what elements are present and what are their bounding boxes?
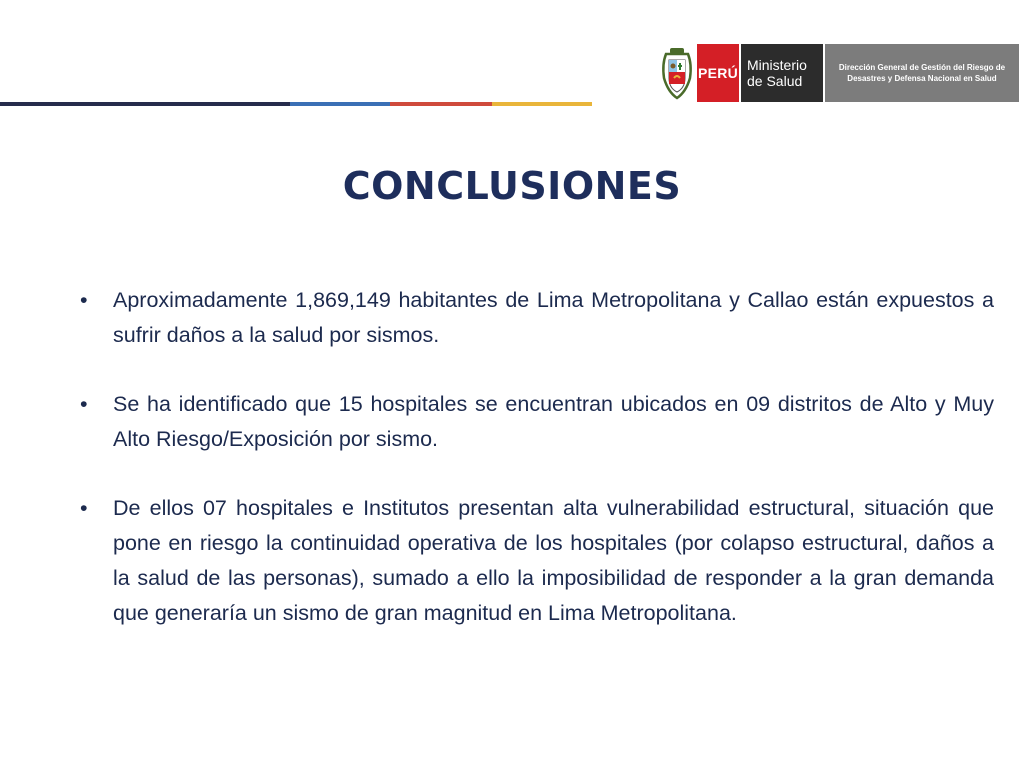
bullet-text: De ellos 07 hospitales e Institutos presentan alta vulnerabilidad estructural, situación que pone en riesgo la continuidad operativa de los hospitales (por colapso estructural, daños a la salud de las personas), sumado a ello la imposibilidad de responder a la gran demanda que generaría un sismo de gran magnitud en Lima Metropolitana.: [113, 496, 994, 625]
bullet-icon: •: [80, 288, 88, 312]
list-item: [78, 491, 994, 631]
list-item: [78, 283, 994, 353]
peru-label: PERÚ: [697, 44, 739, 102]
header-color-rule: [0, 102, 592, 106]
ministerio-label: [741, 44, 823, 102]
bullet-icon: •: [80, 392, 88, 416]
rule-segment-blue: [290, 102, 390, 106]
bullet-icon: •: [80, 496, 88, 520]
coat-of-arms-icon: [660, 44, 694, 102]
rule-segment-navy: [0, 102, 290, 106]
bullet-text: Se ha identificado que 15 hospitales se encuentran ubicados en 09 distritos de Alto y Muy Alto Riesgo/Exposición por sismo.: [113, 392, 994, 451]
ministry-logo: [660, 44, 1019, 102]
page-title: CONCLUSIONES: [342, 164, 682, 208]
rule-segment-red: [390, 102, 492, 106]
ministerio-line2: de Salud: [747, 73, 803, 89]
bullet-text: Aproximadamente 1,869,149 habitantes de Lima Metropolitana y Callao están expuestos a sufrir daños a la salud por sismos.: [113, 288, 994, 347]
directorate-label: Dirección General de Gestión del Riesgo de Desastres y Defensa Nacional en Salud: [825, 44, 1019, 102]
list-item: [78, 387, 994, 457]
conclusions-list: [78, 283, 994, 665]
rule-segment-yellow: [492, 102, 592, 106]
ministerio-line1: Ministerio: [747, 57, 807, 73]
